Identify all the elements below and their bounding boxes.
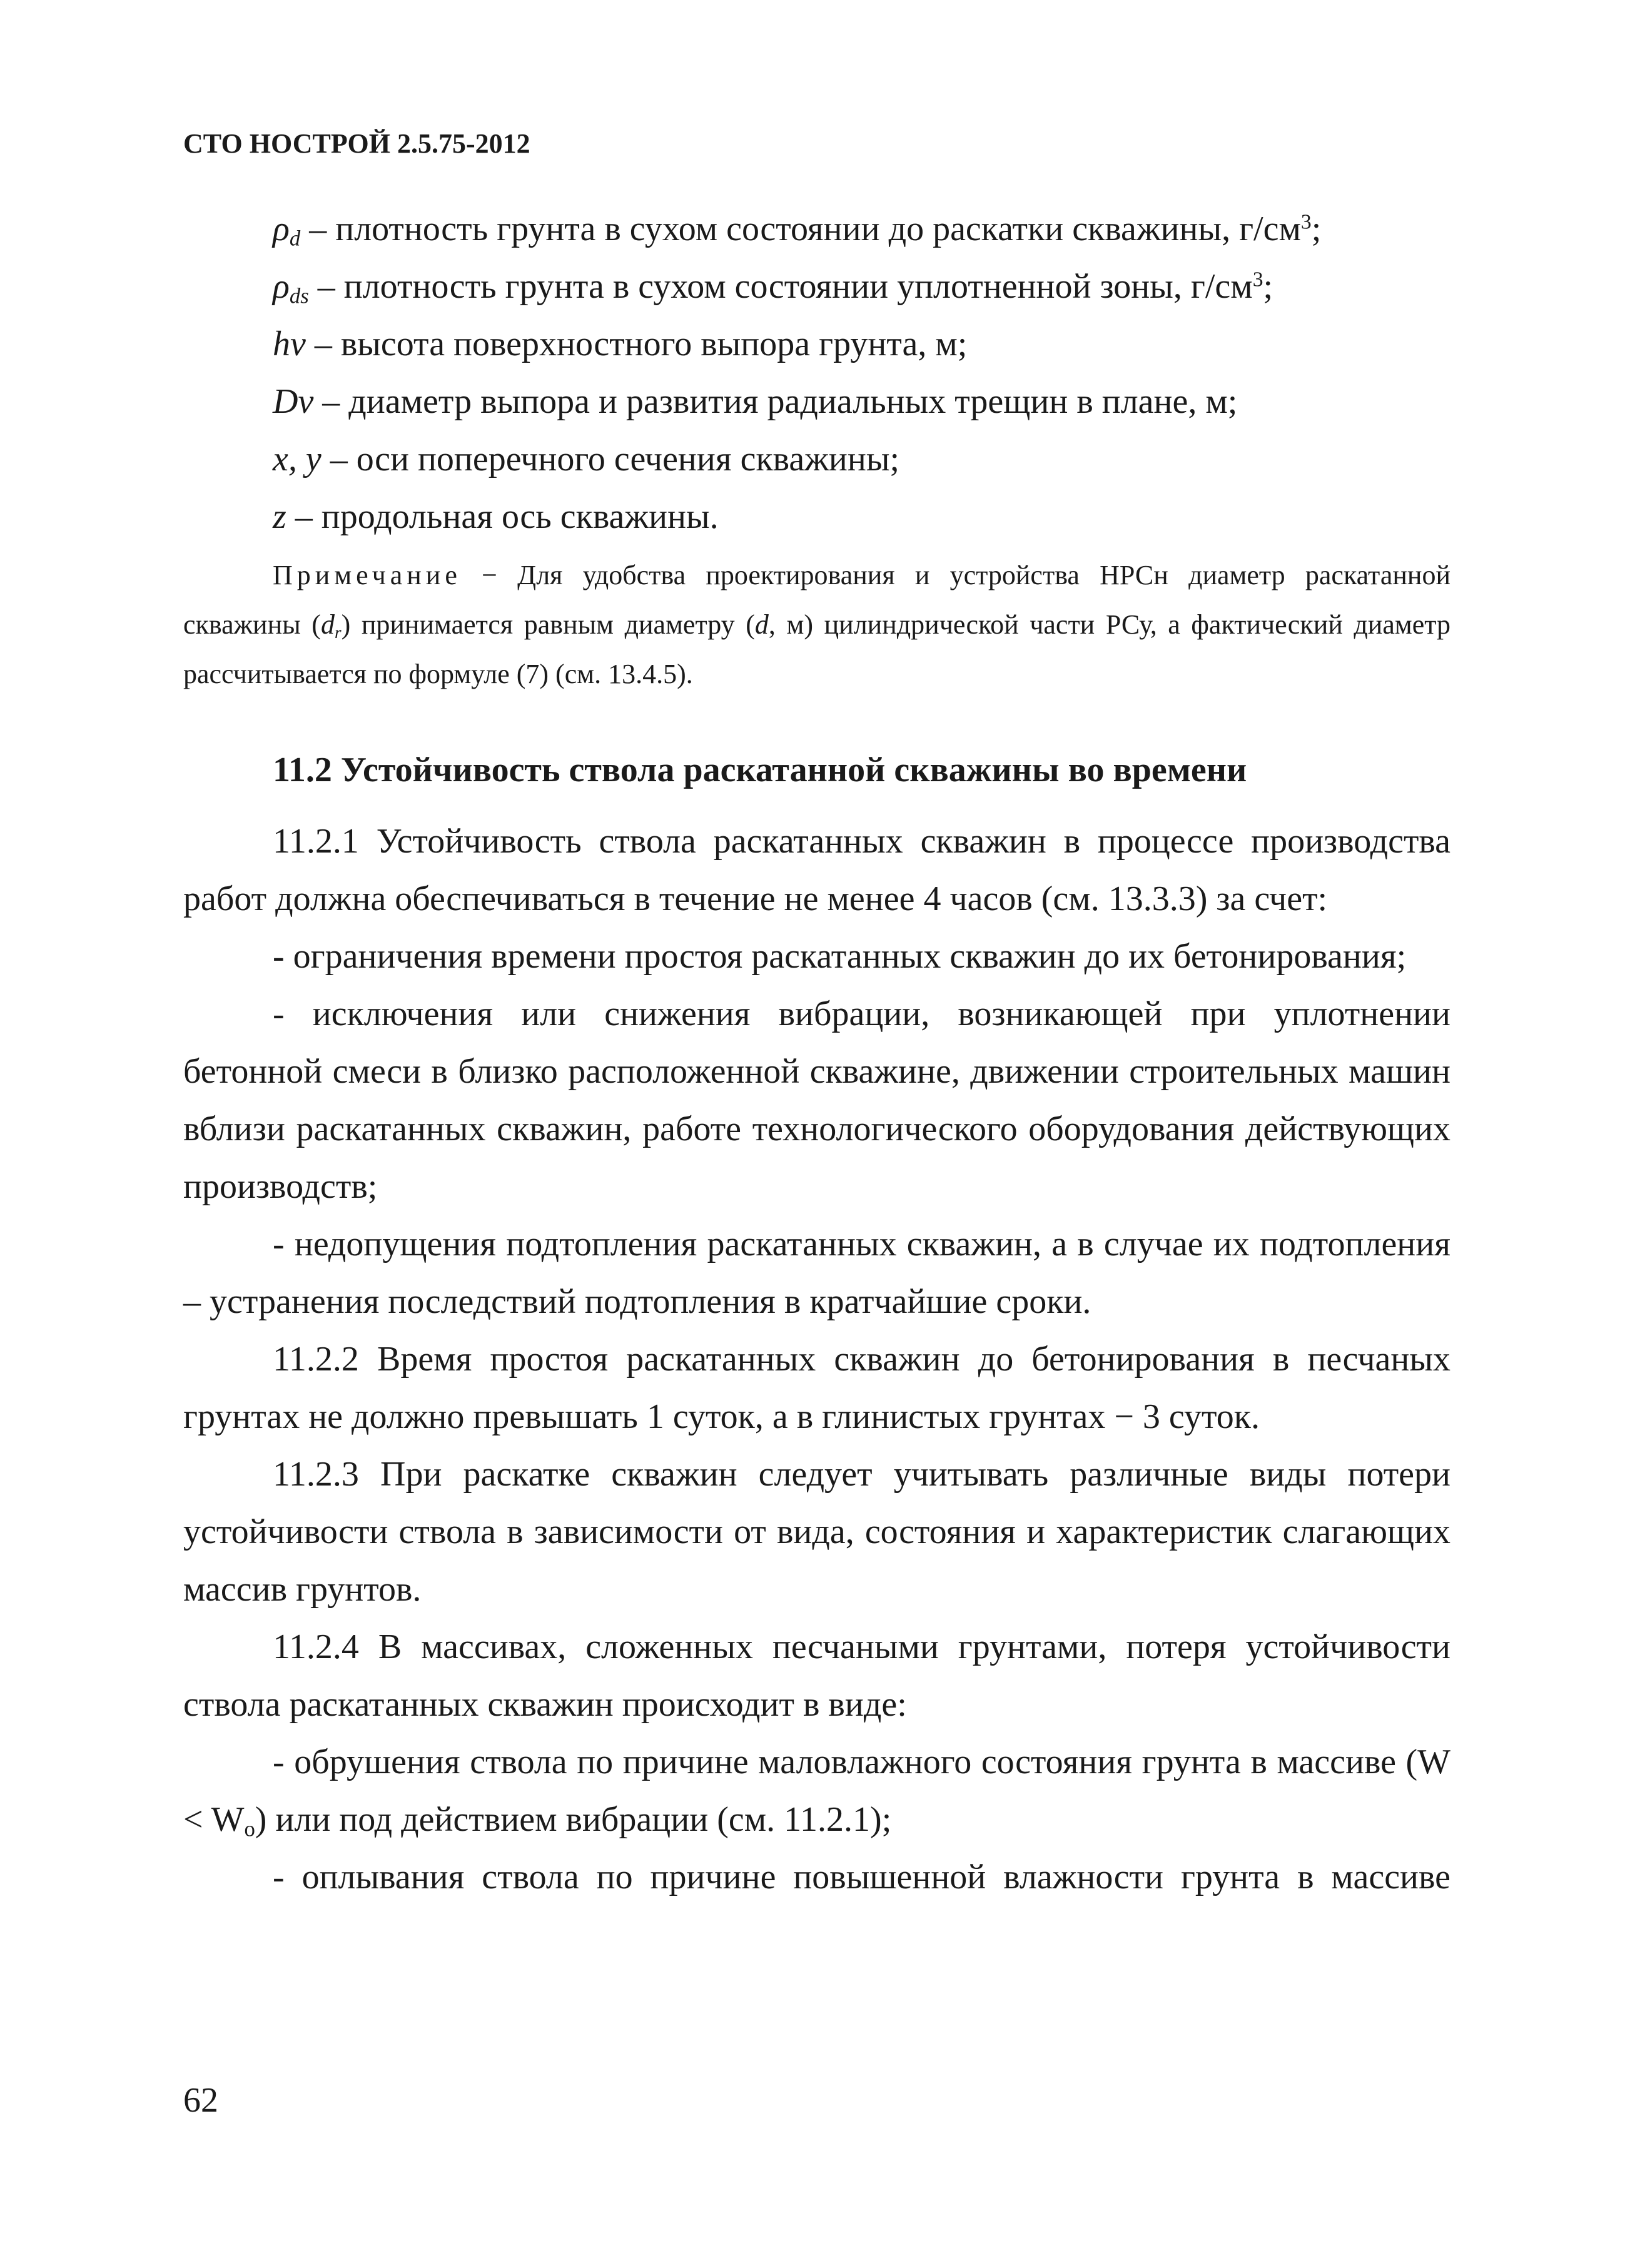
symbol: z (273, 497, 286, 536)
list-item: - исключения или снижения вибрации, возникающей при уплотнении бетонной смеси в близко расположенной скважине, движении строительных машин вблизи раскатанных скважин, работе технологического оборудования действующих производств; (183, 995, 1450, 1206)
symbol: hv (273, 325, 306, 363)
symbol: ρ (273, 210, 290, 248)
definition-z: z – продольная ось скважины. (273, 497, 719, 536)
paragraph-11-2-4: 11.2.4 В массивах, сложенных песчаными грунтами, потеря устойчивости ствола раскатанных скважин происходит в виде: (183, 1628, 1450, 1724)
list-item: - ограничения времени простоя раскатанных скважин до их бетонирования; (273, 937, 1407, 976)
definition-dv: Dv – диаметр выпора и развития радиальных трещин в плане, м; (273, 382, 1238, 421)
list-item: - недопущения подтопления раскатанных скважин, а в случае их подтопления – устранения последствий подтопления в кратчайшие сроки. (183, 1225, 1450, 1321)
note-label: Примечание (273, 560, 462, 590)
paragraph-11-2-1: 11.2.1 Устойчивость ствола раскатанных скважин в процессе производства работ должна обеспечиваться в течение не менее 4 часов (см. 13.3.3) за счет: (183, 822, 1450, 918)
page-body (183, 200, 1450, 1906)
definition-rho-d: $\rho_d$ – плотность грунта в сухом состоянии до раскатки скважины, $г/см^3$; (273, 210, 1322, 251)
symbol: Dv (273, 382, 314, 421)
symbol: ρ (273, 267, 290, 306)
definition-rho-ds: $\rho_{ds}$ – плотность грунта в сухом состоянии уплотненной зоны, $г/см^3$; (273, 267, 1273, 308)
paragraph-11-2-3: 11.2.3 При раскатке скважин следует учитывать различные виды потери устойчивости ствола в зависимости от вида, состояния и характеристик слагающих массив грунтов. (183, 1455, 1450, 1609)
list-item: - оплывания ствола по причине повышенной влажности грунта в массиве (273, 1858, 1450, 1896)
page-number: 62 (183, 2081, 218, 2120)
note: Примечание − Для удобства проектирования и устройства НРСн диаметр раскатанной скважины $(d_r)$ принимается равным диаметру (d, м) цилиндрической части РСу, а фактический диаметр рассчитывается по формуле (7) (см. 13.4.5). (183, 560, 1450, 689)
symbol: x, y (273, 440, 321, 478)
list-item: - обрушения ствола по причине маловлажного состояния грунта в массиве $(W < W_o)$ или под действием вибрации (см. 11.2.1); (183, 1743, 1450, 1841)
paragraph-11-2-2: 11.2.2 Время простоя раскатанных скважин до бетонирования в песчаных грунтах не должно превышать 1 суток, а в глинистых грунтах − 3 суток. (183, 1340, 1450, 1436)
definition-xy: x, y – оси поперечного сечения скважины; (273, 440, 900, 478)
definition-hv: hv – высота поверхностного выпора грунта, м; (273, 325, 968, 363)
document-header: СТО НОСТРОЙ 2.5.75-2012 (183, 128, 530, 159)
section-heading: 11.2 Устойчивость ствола раскатанной скважины во времени (273, 751, 1247, 789)
